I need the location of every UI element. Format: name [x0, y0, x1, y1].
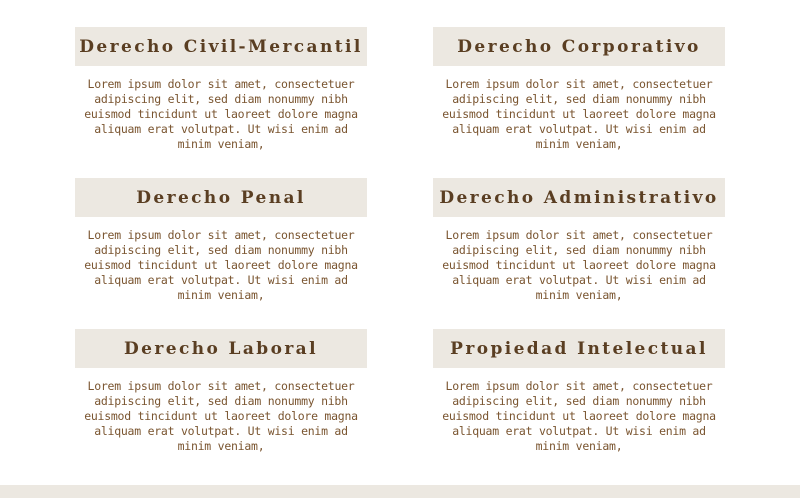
- practice-card-description: Lorem ipsum dolor sit amet, consectetuer adipiscing elit, sed diam nonummy nibh euismod tincidunt ut laoreet dolore magna aliquam erat volutpat. Ut wisi enim ad minim veniam,: [442, 379, 716, 453]
- practice-areas-grid: [75, 27, 725, 454]
- footer-band: [0, 485, 800, 498]
- practice-card-title[interactable]: Derecho Corporativo: [433, 27, 725, 66]
- practice-card-administrativo: [433, 178, 725, 303]
- practice-card-laboral: [75, 329, 367, 454]
- practice-card-title[interactable]: Propiedad Intelectual: [433, 329, 725, 368]
- practice-card-description: Lorem ipsum dolor sit amet, consectetuer adipiscing elit, sed diam nonummy nibh euismod tincidunt ut laoreet dolore magna aliquam erat volutpat. Ut wisi enim ad minim veniam,: [84, 228, 358, 302]
- practice-card-title[interactable]: Derecho Laboral: [75, 329, 367, 368]
- practice-card-title[interactable]: Derecho Penal: [75, 178, 367, 217]
- practice-card-civil-mercantil: [75, 27, 367, 152]
- practice-card-description: Lorem ipsum dolor sit amet, consectetuer adipiscing elit, sed diam nonummy nibh euismod tincidunt ut laoreet dolore magna aliquam erat volutpat. Ut wisi enim ad minim veniam,: [442, 77, 716, 151]
- practice-card-description: Lorem ipsum dolor sit amet, consectetuer adipiscing elit, sed diam nonummy nibh euismod tincidunt ut laoreet dolore magna aliquam erat volutpat. Ut wisi enim ad minim veniam,: [442, 228, 716, 302]
- practice-card-description: Lorem ipsum dolor sit amet, consectetuer adipiscing elit, sed diam nonummy nibh euismod tincidunt ut laoreet dolore magna aliquam erat volutpat. Ut wisi enim ad minim veniam,: [84, 77, 358, 151]
- practice-card-penal: [75, 178, 367, 303]
- practice-card-propiedad-intelectual: [433, 329, 725, 454]
- practice-card-description: Lorem ipsum dolor sit amet, consectetuer adipiscing elit, sed diam nonummy nibh euismod tincidunt ut laoreet dolore magna aliquam erat volutpat. Ut wisi enim ad minim veniam,: [84, 379, 358, 453]
- practice-card-title[interactable]: Derecho Civil-Mercantil: [75, 27, 367, 66]
- practice-card-title[interactable]: Derecho Administrativo: [433, 178, 725, 217]
- practice-card-corporativo: [433, 27, 725, 152]
